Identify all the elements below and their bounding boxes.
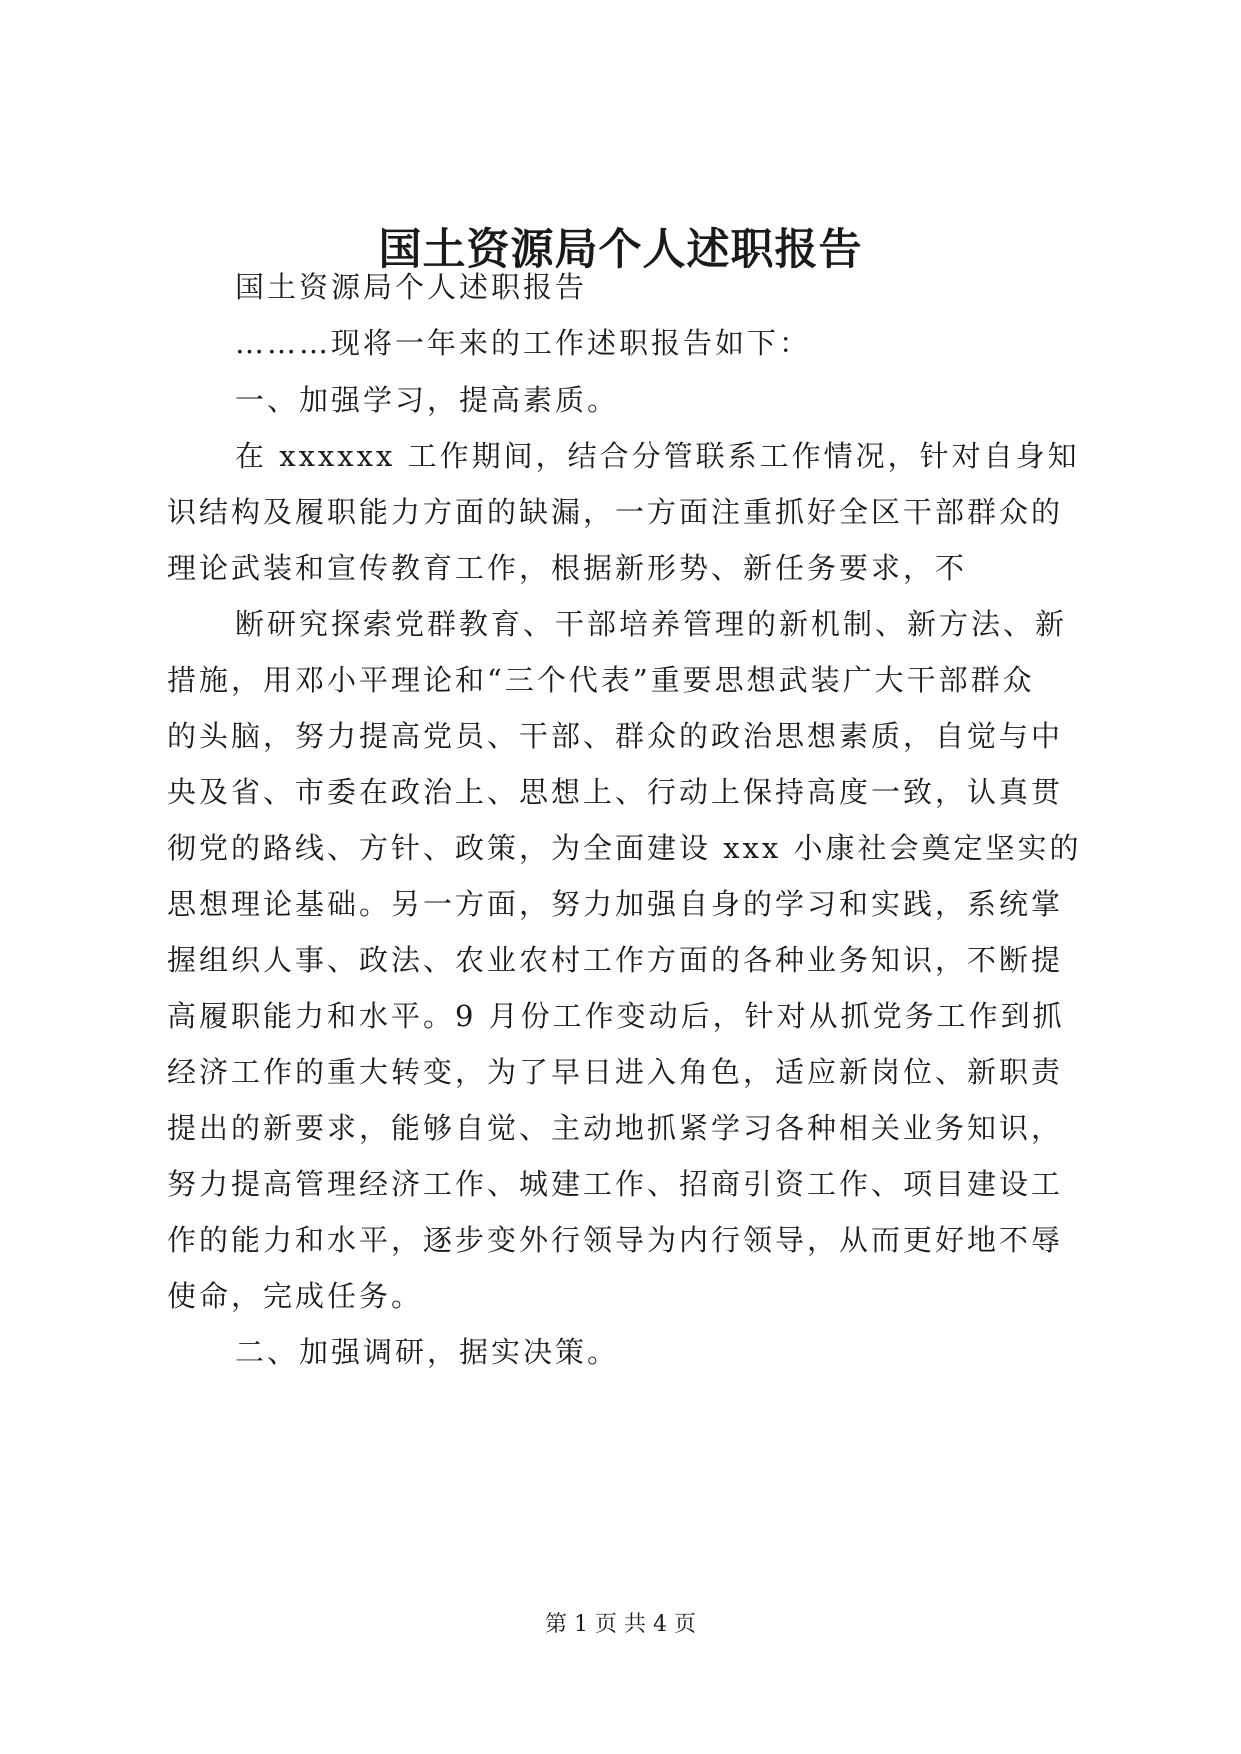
paragraph-line: 措施，用邓小平理论和“三个代表”重要思想武装广大干部群众	[167, 663, 1035, 697]
paragraph-line: 思想理论基础。另一方面，努力加强自身的学习和实践，系统掌	[167, 887, 1064, 921]
paragraph-line: 断研究探索党群教育、干部培养管理的新机制、新方法、新	[235, 607, 1068, 641]
paragraph-line: 识结构及履职能力方面的缺漏，一方面注重抓好全区干部群众的	[167, 495, 1064, 529]
paragraph-line: 经济工作的重大转变，为了早日进入角色，适应新岗位、新职责	[167, 1055, 1064, 1089]
paragraph-line: 的头脑，努力提高党员、干部、群众的政治思想素质，自觉与中	[167, 719, 1064, 753]
paragraph-line: 彻党的路线、方针、政策，为全面建设 xxx 小康社会奠定坚实的	[167, 831, 1082, 865]
intro-line: ………现将一年来的工作述职报告如下：	[235, 326, 812, 360]
paragraph-line: 高履职能力和水平。9 月份工作变动后，针对从抓党务工作到抓	[167, 999, 1065, 1033]
paragraph-line: 央及省、市委在政治上、思想上、行动上保持高度一致，认真贯	[167, 775, 1064, 809]
section-heading-2: 二、加强调研，据实决策。	[235, 1335, 620, 1369]
paragraph-line: 在 xxxxxx 工作期间，结合分管联系工作情况，针对自身知	[235, 439, 1080, 473]
paragraph-line: 提出的新要求，能够自觉、主动地抓紧学习各种相关业务知识，	[167, 1111, 1064, 1145]
page-number: 第 1 页 共 4 页	[545, 1612, 696, 1637]
paragraph-line: 作的能力和水平，逐步变外行领导为内行领导，从而更好地不辱	[167, 1223, 1064, 1257]
section-heading-1: 一、加强学习，提高素质。	[235, 383, 620, 417]
paragraph-line: 握组织人事、政法、农业农村工作方面的各种业务知识，不断提	[167, 943, 1064, 977]
paragraph-line: 努力提高管理经济工作、城建工作、招商引资工作、项目建设工	[167, 1167, 1064, 1201]
paragraph-line: 理论武装和宣传教育工作，根据新形势、新任务要求，不	[167, 551, 968, 585]
document-subtitle: 国土资源局个人述职报告	[235, 270, 588, 304]
document-title: 国土资源局个人述职报告	[378, 225, 863, 275]
paragraph-line: 使命，完成任务。	[167, 1279, 424, 1313]
